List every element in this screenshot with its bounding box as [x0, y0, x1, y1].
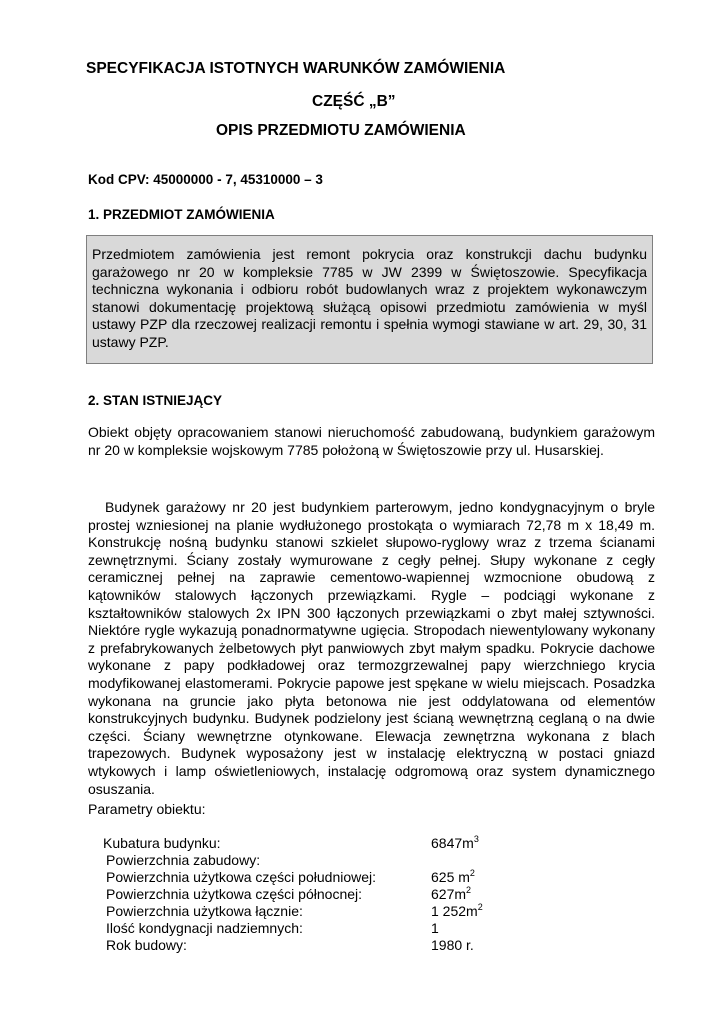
param-label: Powierzchnia zabudowy: — [106, 852, 261, 868]
param-label: Ilość kondygnacji nadziemnych: — [106, 920, 303, 936]
param-unit-exponent: 2 — [469, 868, 475, 878]
param-label: Powierzchnia użytkowa łącznie: — [106, 903, 303, 919]
param-label: Kubatura budynku: — [103, 835, 221, 851]
section-1-heading: 1. PRZEDMIOT ZAMÓWIENIA — [88, 207, 275, 222]
param-value: 627m — [431, 886, 467, 902]
existing-state-paragraph-2: Budynek garażowy nr 20 jest budynkiem parterowym, jedno kondygnacyjnym o bryle prostej wzniesionej na planie wydłużonego prostokąta o wymiarach 72,78 m x 18,49 m. Konstrukcję nośną budynku stanowi szkielet słupowo-ryglowy wraz z trzema ścianami zewnętrznymi. Ściany zostały wymurowane z cegły pełnej. Słupy wykonane z cegły ceramicznej pełnej na zaprawie cementowo-wapiennej wzmocnione obudową z kątowników stalowych łączonych przewiązkami. Rygle – podciągi wykonane z kształtowników stalowych 2x IPN 300 łączonych przewiązkami o zbyt małej sztywności. Niektóre rygle wykazują ponadnormatywne ugięcia. Stropodach niewentylowany wykonany z prefabrykowanych żelbetowych płyt panwiowych zbyt małym spadku. Pokrycie dachowe wykonane z papy podkładowej oraz termozgrzewalnej papy wierzchniego krycia modyfikowanej elastomerami. Pokrycie papowe jest spękane w wielu miejscach. Posadzka wykonana na gruncie jako płyta betonowa nie jest oddylatowana od elementów konstrukcyjnych budynku. Budynek podzielony jest ścianą wewnętrzną ceglaną o na dwie części. Ściany wewnętrzne otynkowane. Elewacja zewnętrzna wykonana z blach trapezowych. Budynek wyposażony jest w instalację elektryczną w postaci gniazd wtykowych i lamp oświetleniowych, instalację odgromową oraz system dynamicznego osuszania. — [88, 499, 655, 797]
section-2-heading: 2. STAN ISTNIEJĄCY — [88, 393, 223, 408]
param-value: 625 m — [431, 869, 470, 885]
param-label: Rok budowy: — [106, 937, 187, 953]
param-value: 1980 r. — [431, 937, 474, 953]
param-label: Powierzchnia użytkowa części północnej: — [106, 886, 363, 902]
part-label: CZĘŚĆ „B” — [312, 93, 396, 110]
existing-state-paragraph-1: Obiekt objęty opracowaniem stanowi nieruchomość zabudowaną, budynkiem garażowym nr 20 w kompleksie wojskowym 7785 położoną w Świętoszowie przy ul. Husarskiej. — [88, 424, 655, 458]
subject-text: Przedmiotem zamówienia jest remont pokrycia oraz konstrukcji dachu budynku garażowego nr 20 w kompleksie 7785 w JW 2399 w Świętoszowie. Specyfikacja techniczna wykonania i odbioru robót budowlanych wraz z projektem wykonawczym stanowi dokumentację projektową służącą opisowi przedmiotu zamówienia w myśl ustawy PZP dla rzeczowej realizacji remontu i spełnia wymogi stawiane w art. 29, 30, 31 ustawy PZP. — [92, 246, 647, 350]
param-unit-exponent: 3 — [473, 834, 479, 844]
param-unit-exponent: 2 — [477, 902, 483, 912]
document-subtitle: OPIS PRZEDMIOTU ZAMÓWIENIA — [216, 122, 466, 139]
param-label: Powierzchnia użytkowa części południowej: — [106, 869, 377, 885]
param-value: 1 252m — [431, 903, 478, 919]
param-unit-exponent: 2 — [466, 885, 472, 895]
param-value: 6847m — [431, 835, 474, 851]
document-title: SPECYFIKACJA ISTOTNYCH WARUNKÓW ZAMÓWIENIA — [86, 60, 506, 77]
cpv-code: Kod CPV: 45000000 - 7, 45310000 – 3 — [88, 172, 323, 187]
subject-box — [86, 235, 653, 364]
param-value: 1 — [431, 920, 439, 936]
parameters-label: Parametry obiektu: — [88, 801, 206, 817]
